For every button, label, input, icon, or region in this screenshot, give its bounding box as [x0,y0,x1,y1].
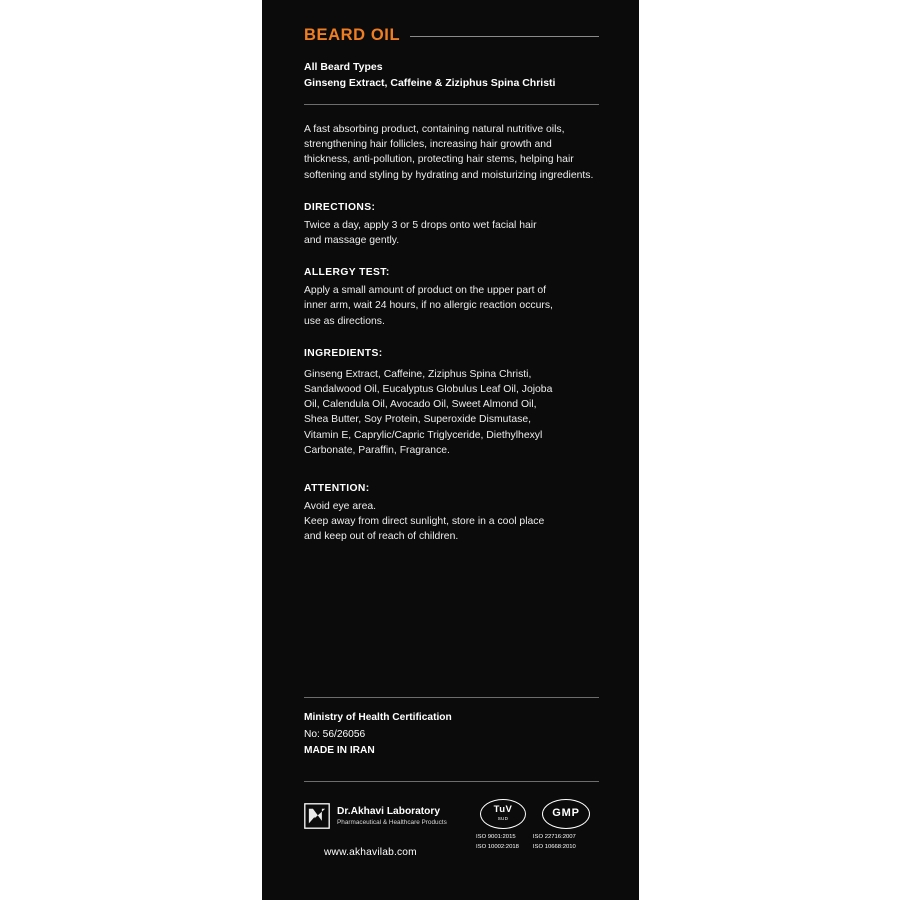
ministry-certification-text: Ministry of Health Certification [304,712,452,723]
page-title: BEARD OIL [304,26,401,44]
footer-divider-bottom [304,781,599,782]
website-url: www.akhavilab.com [324,847,417,858]
product-label-panel [262,0,639,900]
attention-heading: ATTENTION: [304,483,370,495]
key-actives-text: Ginseng Extract, Caffeine & Ziziphus Spina Christi [304,77,556,89]
ingredients-line-4: Shea Butter, Soy Protein, Superoxide Dismutase, [304,414,531,426]
ingredients-heading: INGREDIENTS: [304,347,383,359]
brand-subtitle: Pharmaceutical & Healthcare Products [337,818,447,826]
header-divider [304,104,599,105]
iso-standards-list [476,833,646,852]
attention-line-1: Avoid eye area. [304,501,377,513]
ingredients-line-2: Sandalwood Oil, Eucalyptus Globulus Leaf Oil, Jojoba [304,384,553,396]
certification-number-text: No: 56/26056 [304,728,366,740]
section-allergy-test [304,267,599,329]
directions-heading: DIRECTIONS: [304,201,376,213]
tuv-label: TuV [493,804,513,815]
made-in-text: MADE IN IRAN [304,745,375,756]
allergy-test-body [304,283,599,329]
allergy-test-line-2: inner arm, wait 24 hours, if no allergic reaction occurs, [304,300,553,312]
footer-logos [262,797,639,867]
section-directions [304,202,599,248]
iso-column-right [533,833,576,852]
allergy-test-line-1: Apply a small amount of product on the upper part of [304,285,547,297]
ingredients-line-1: Ginseng Extract, Caffeine, Ziziphus Spina Christi, [304,368,532,380]
iso-item: ISO 9001:2015 [476,834,516,840]
label-header [304,26,599,45]
gmp-label: GMP [552,807,580,819]
ingredients-line-6: Carbonate, Paraffin, Fragrance. [304,444,450,456]
title-divider [410,36,599,37]
label-content [304,0,599,900]
attention-line-2: Keep away from direct sunlight, store in a cool place [304,516,545,528]
ingredients-body [304,367,599,458]
certification-block [304,710,599,760]
directions-line-2: and massage gently. [304,235,400,247]
brand-text [337,805,447,828]
directions-line-1: Twice a day, apply 3 or 5 drops onto wet facial hair [304,219,537,231]
section-ingredients [304,348,599,458]
ingredients-line-5: Vitamin E, Caprylic/Capric Triglyceride, Diethylhexyl [304,429,543,441]
brand-name: Dr.Akhavi Laboratory [337,805,441,817]
directions-body [304,218,599,248]
allergy-test-heading: ALLERGY TEST: [304,267,390,279]
suitable-for-text: All Beard Types [304,61,383,73]
allergy-test-line-3: use as directions. [304,315,385,327]
iso-column-left [476,833,519,852]
ingredients-line-3: Oil, Calendula Oil, Avocado Oil, Sweet Almond Oil, [304,399,537,411]
iso-item: ISO 10668:2010 [532,843,576,850]
section-attention [304,483,599,545]
iso-item: ISO 22716:2007 [532,834,576,840]
brand-lockup [304,803,447,829]
tuv-sublabel: SUD [497,816,509,821]
gmp-certification-badge [542,799,590,829]
footer-divider-top [304,697,599,698]
iso-item: ISO 10002:2018 [476,843,519,850]
attention-body [304,499,599,545]
tuv-certification-badge [480,799,526,829]
attention-line-3: and keep out of reach of children. [304,531,459,543]
akhavi-logo-icon [304,803,330,829]
product-description: A fast absorbing product, containing natural nutritive oils, strengthening hair follicles, increasing hair growth and thickness, anti-pollution, protecting hair stems, helping hair softening and styling by hydrating and moisturizing ingredients. [304,124,594,181]
subtitle-block [304,59,599,91]
